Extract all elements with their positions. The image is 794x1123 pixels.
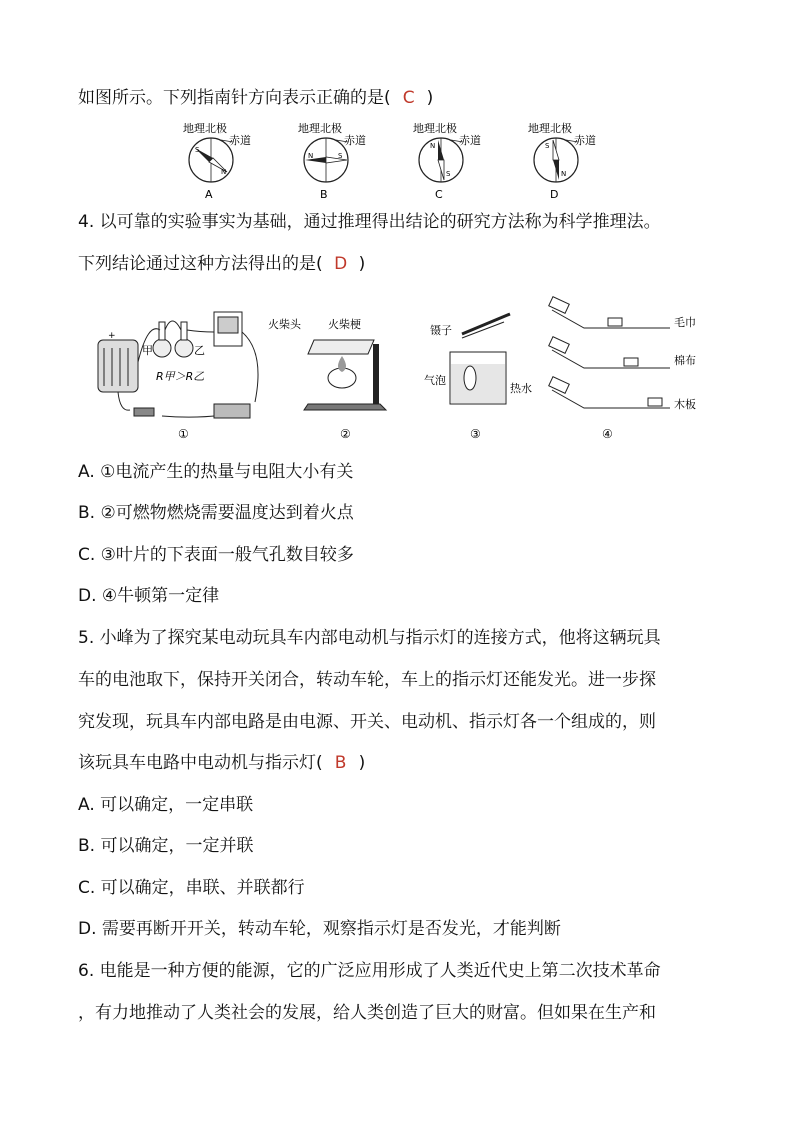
fig4-towel-label: 毛巾 [674, 316, 696, 329]
svg-text:S: S [195, 146, 200, 154]
fig3-number: ③ [470, 427, 481, 441]
q5-answer: B [334, 753, 347, 773]
svg-text:N: N [221, 168, 227, 176]
fig3-water-label: 热水 [510, 382, 532, 395]
compass-c [413, 121, 481, 201]
option-label-b: B [320, 188, 328, 201]
q5-option-a: A. 可以确定，一定串联 [78, 795, 254, 815]
q4-option-b: B. ②可燃物燃烧需要温度达到着火点 [78, 503, 354, 523]
svg-text:赤道: 赤道 [459, 134, 481, 147]
fig4-cotton-label: 棉布 [674, 354, 696, 367]
q5-option-d: D. 需要再断开开关，转动车轮，观察指示灯是否发光，才能判断 [78, 919, 561, 939]
svg-text:地理北极: 地理北极 [298, 122, 342, 135]
compass-figure [175, 118, 615, 206]
q4-figure [90, 292, 730, 442]
option-label-c: C [435, 188, 443, 201]
q5-line1: 5. 小峰为了探究某电动玩具车内部电动机与指示灯的连接方式，他将这辆玩具 [78, 628, 661, 648]
svg-text:赤道: 赤道 [344, 134, 366, 147]
fig1-number: ① [178, 427, 189, 441]
figure-4-planes [549, 297, 696, 441]
q6-line2: ，有力地推动了人类社会的发展，给人类创造了巨大的财富。但如果在生产和 [78, 1003, 656, 1023]
q4-line1: 4. 以可靠的实验事实为基础，通过推理得出结论的研究方法称为科学推理法。 [78, 212, 661, 232]
compass-b [298, 121, 366, 201]
q4-option-a: A. ①电流产生的热量与电阻大小有关 [78, 462, 354, 482]
fig1-formula: R甲＞R乙 [156, 370, 205, 383]
fig1-jia: 甲 [142, 344, 153, 357]
fig4-number: ④ [602, 427, 613, 441]
svg-text:地理北极: 地理北极 [528, 122, 572, 135]
svg-text:N: N [561, 170, 567, 178]
figure-2-match [268, 317, 386, 441]
q5-option-b: B. 可以确定，一定并联 [78, 836, 254, 856]
q3-answer: C [402, 88, 415, 108]
compass-d [528, 121, 596, 201]
q4-option-c: C. ③叶片的下表面一般气孔数目较多 [78, 545, 354, 565]
figure-3-beaker [424, 314, 532, 441]
north-label: 地理北极 [183, 122, 227, 135]
figure-1-circuit [98, 312, 258, 441]
svg-text:N: N [308, 152, 314, 160]
fig2-stick-label: 火柴梗 [328, 318, 361, 331]
fig1-yi: 乙 [194, 344, 205, 357]
option-label-d: D [550, 188, 559, 201]
fig3-tweezers-label: 镊子 [430, 324, 452, 337]
option-label-a: A [205, 188, 213, 201]
q6-line1: 6. 电能是一种方便的能源，它的广泛应用形成了人类近代史上第二次技术革命 [78, 961, 661, 981]
svg-text:S: S [338, 152, 343, 160]
svg-text:赤道: 赤道 [574, 134, 596, 147]
q4-line2: 下列结论通过这种方法得出的是( D ) [78, 254, 366, 274]
q5-line2: 车的电池取下，保持开关闭合，转动车轮，车上的指示灯还能发光。进一步探 [78, 670, 656, 690]
svg-text:地理北极: 地理北极 [413, 122, 457, 135]
q5-line3: 究发现，玩具车内部电路是由电源、开关、电动机、指示灯各一个组成的，则 [78, 712, 656, 732]
q3-stem: 如图所示。下列指南针方向表示正确的是( C ) [78, 88, 434, 108]
compass-a [183, 121, 251, 201]
fig3-bubble-label: 气泡 [424, 374, 446, 387]
fig4-wood-label: 木板 [674, 398, 696, 411]
svg-text:S: S [545, 142, 550, 150]
equator-label: 赤道 [229, 134, 251, 147]
q4-answer: D [334, 254, 348, 274]
fig2-head-label: 火柴头 [268, 318, 301, 331]
q5-option-c: C. 可以确定，串联、并联都行 [78, 878, 305, 898]
svg-text:+: + [108, 331, 116, 341]
q4-option-d: D. ④牛顿第一定律 [78, 586, 220, 606]
svg-text:S: S [446, 170, 451, 178]
q5-line4: 该玩具车电路中电动机与指示灯( B ) [78, 753, 366, 773]
svg-text:N: N [430, 142, 436, 150]
fig2-number: ② [340, 427, 351, 441]
